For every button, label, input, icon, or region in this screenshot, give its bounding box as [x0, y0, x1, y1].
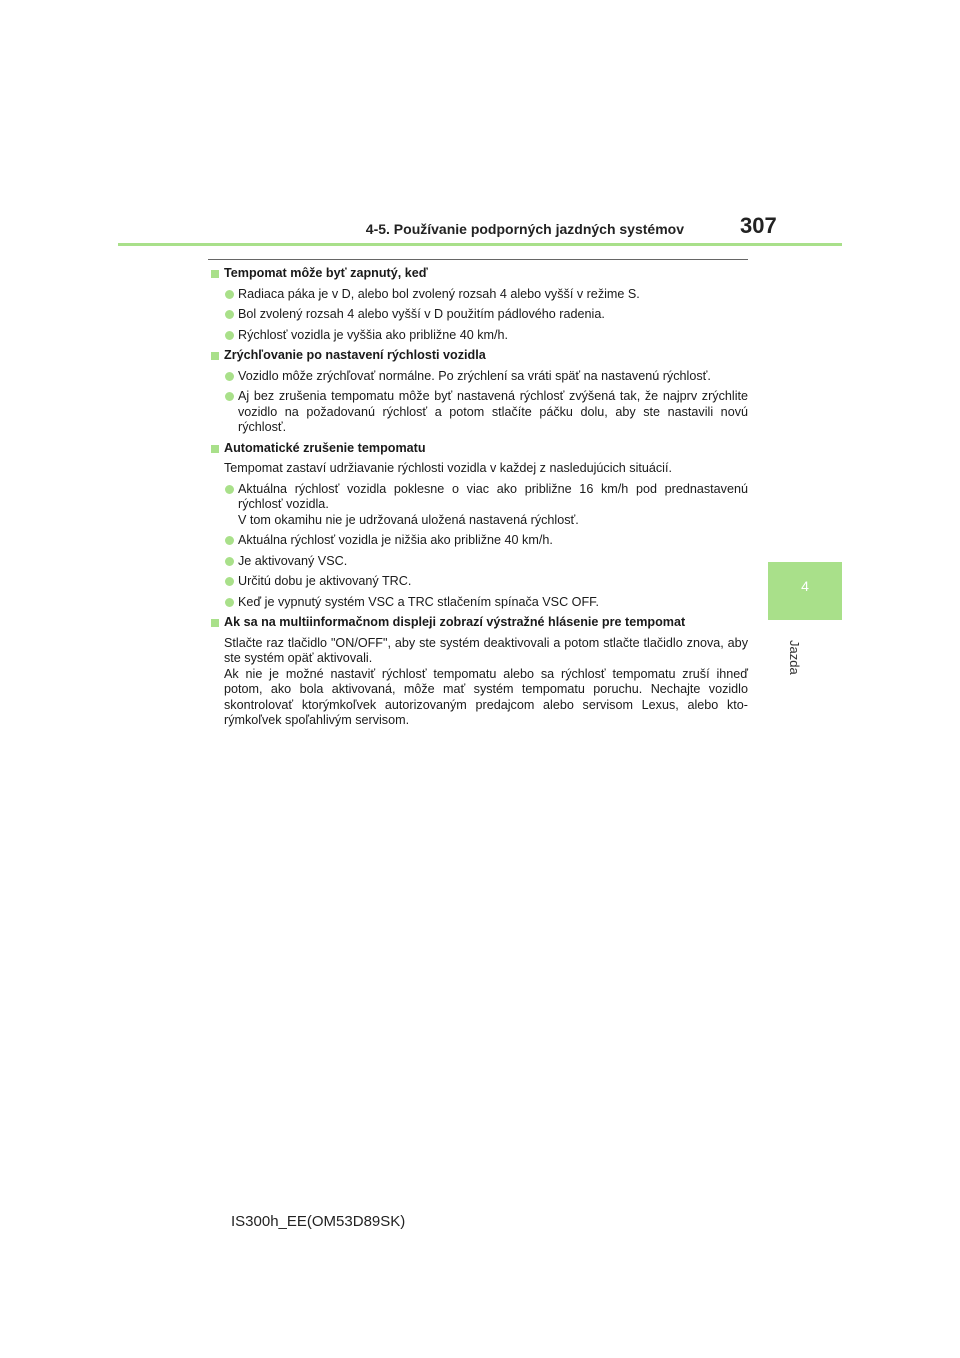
- header-title: 4-5. Používanie podporných jazdných systémov: [365, 221, 684, 237]
- section-heading-text: Tempomat môže byť zapnutý, keď: [224, 266, 428, 280]
- list-item: [208, 482, 748, 529]
- list-item: [208, 328, 748, 344]
- page-number: 307: [740, 213, 777, 238]
- section-acceleration: [208, 348, 748, 436]
- square-bullet-icon: [211, 270, 219, 278]
- paragraph-text: Stlačte raz tlačidlo "ON/OFF", aby ste systém deaktivovali a potom stlačte tlačidlo znova, aby ste systém opäť aktivovali.: [224, 635, 748, 665]
- section-heading-text: Ak sa na multiinformačnom displeji zobrazí výstražné hlásenie pre tempomat: [224, 615, 686, 629]
- dot-bullet-icon: [225, 331, 234, 340]
- list-item: [208, 574, 748, 590]
- chapter-tab-number: 4: [801, 578, 809, 594]
- square-bullet-icon: [211, 445, 219, 453]
- section-automatic-cancel: [208, 441, 748, 611]
- list-item: [208, 307, 748, 323]
- dot-bullet-icon: [225, 392, 234, 401]
- list-item: [208, 533, 748, 549]
- dot-bullet-icon: [225, 557, 234, 566]
- section-heading: [208, 441, 748, 457]
- chapter-tab[interactable]: [768, 562, 842, 620]
- document-code: IS300h_EE(OM53D89SK): [231, 1213, 406, 1230]
- chapter-tab-label: [770, 640, 830, 688]
- dot-bullet-icon: [225, 310, 234, 319]
- paragraph-text: Ak nie je možné nastaviť rýchlosť tempomatu alebo sa rýchlosť tempomatu zruší ihneď potom, ako bola aktivovaná, môže mať systém tempomatu poruchu. Nechajte vozidlo skontrolovať ktorýmkoľvek autorizovaným predajcom alebo servisom Lexus, alebo ktorýmkoľvek spoľahlivým servisom.: [224, 666, 748, 727]
- dot-bullet-icon: [225, 577, 234, 586]
- list-item-text: Určitú dobu je aktivovaný TRC.: [238, 574, 412, 588]
- dot-bullet-icon: [225, 598, 234, 607]
- list-item: [208, 287, 748, 303]
- section-heading: [208, 615, 748, 631]
- list-item-text: Bol zvolený rozsah 4 alebo vyšší v D použitím pádlového radenia.: [238, 307, 605, 321]
- square-bullet-icon: [211, 352, 219, 360]
- list-item: [208, 595, 748, 611]
- list-item-text: Je aktivovaný VSC.: [238, 553, 348, 568]
- list-item-text: Aj bez zrušenia tempomatu môže byť nastavená rýchlosť zvýšená tak, že najprv zrýchlite vozidlo na požadovanú rýchlosť a potom stlačíte páčku dolu, aby ste nastavili novú rýchlosť.: [238, 389, 748, 434]
- dot-bullet-icon: [225, 485, 234, 494]
- square-bullet-icon: [211, 619, 219, 627]
- list-item-text: Aktuálna rýchlosť vozidla je nižšia ako približne 40 km/h.: [238, 533, 553, 547]
- list-item-note: V tom okamihu nie je udržovaná uložená nastavená rýchlosť.: [238, 512, 579, 527]
- dot-bullet-icon: [225, 372, 234, 381]
- section-warning-message: [208, 615, 748, 729]
- list-item: [208, 554, 748, 570]
- section-intro: Tempomat zastaví udržiavanie rýchlosti vozidla v každej z nasledujúcich situácií.: [224, 461, 672, 475]
- section-cruise-on-conditions: [208, 266, 748, 343]
- content-divider: [208, 259, 748, 260]
- section-heading: [208, 266, 748, 282]
- section-paragraph: [208, 636, 748, 729]
- page-content: [208, 266, 748, 734]
- list-item-text: Aktuálna rýchlosť vozidla poklesne o viac ako približne 16 km/h pod prednastavenú rýchlosť vozidla.: [238, 481, 748, 511]
- dot-bullet-icon: [225, 536, 234, 545]
- list-item-text: Vozidlo môže zrýchľovať normálne. Po zrýchlení sa vráti späť na nastavenú rýchlosť.: [238, 368, 711, 383]
- list-item: [208, 389, 748, 436]
- header-divider: [118, 243, 842, 246]
- list-item-text: Keď je vypnutý systém VSC a TRC stlačením spínača VSC OFF.: [238, 594, 599, 609]
- section-heading: [208, 348, 748, 364]
- dot-bullet-icon: [225, 290, 234, 299]
- section-heading-text: Automatické zrušenie tempomatu: [224, 440, 426, 455]
- list-item-text: Rýchlosť vozidla je vyššia ako približne 40 km/h.: [238, 327, 509, 342]
- list-item: [208, 369, 748, 385]
- list-item-text: Radiaca páka je v D, alebo bol zvolený rozsah 4 alebo vyšší v režime S.: [238, 286, 640, 301]
- chapter-tab-label-text: Jazda: [787, 640, 802, 675]
- section-heading-text: Zrýchľovanie po nastavení rýchlosti vozidla: [224, 348, 486, 362]
